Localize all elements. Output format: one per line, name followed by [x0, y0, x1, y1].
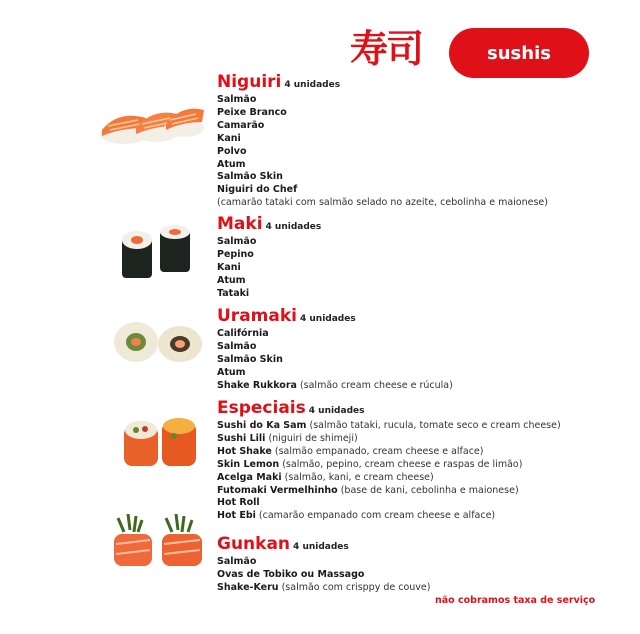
uramaki-piece	[114, 322, 158, 362]
menu-item	[217, 510, 561, 523]
menu-item	[217, 120, 548, 133]
item-name: Kani	[217, 261, 241, 273]
item-name: Futomaki Vermelhinho	[217, 484, 338, 496]
uramaki-image	[108, 314, 208, 366]
menu-item	[217, 341, 453, 354]
menu-item	[217, 485, 561, 498]
especiais-piece	[162, 418, 196, 466]
section-unit: 4 unidades	[308, 406, 365, 416]
item-name: Salmão Skin	[217, 171, 283, 183]
section-maki	[217, 215, 321, 301]
item-desc: (salmão com crisppy de couve)	[281, 581, 431, 593]
service-fee-note: não cobramos taxa de serviço	[435, 595, 596, 606]
uramaki-piece	[158, 326, 202, 362]
section-unit: 4 unidades	[284, 80, 341, 90]
menu-item	[217, 556, 430, 569]
kanji-title: 寿司	[350, 27, 423, 71]
section-title	[217, 307, 453, 328]
menu-item	[217, 275, 321, 288]
menu-item	[217, 184, 548, 197]
item-desc: (salmão cream cheese e rúcula)	[299, 379, 453, 391]
section-unit: 4 unidades	[265, 222, 322, 232]
item-name: Salmão	[217, 236, 257, 247]
menu-item	[217, 459, 561, 472]
menu-item	[217, 497, 561, 510]
item-name: Salmão Skin	[217, 353, 283, 365]
menu-item	[217, 146, 548, 159]
menu-item	[217, 107, 548, 120]
item-name: Atum	[217, 366, 246, 378]
section-name: Maki	[217, 214, 263, 234]
section-name: Especiais	[217, 398, 306, 418]
menu-item	[217, 569, 430, 582]
item-name: Califórnia	[217, 328, 269, 339]
menu-item	[217, 472, 561, 485]
item-desc: (camarão empanado com cream cheese e alface)	[258, 510, 496, 522]
section-unit: 4 unidades	[299, 314, 356, 324]
gunkan-image	[108, 510, 208, 572]
item-name: Salmão	[217, 340, 257, 352]
menu-item	[217, 380, 453, 393]
menu-item	[217, 420, 561, 433]
section-name: Niguiri	[217, 72, 282, 92]
section-title	[217, 399, 561, 420]
item-name: Acelga Maki	[217, 471, 282, 483]
item-name: Skin Lemon	[217, 458, 280, 470]
section-name: Gunkan	[217, 534, 291, 554]
menu-item	[217, 328, 453, 341]
niguiri-image	[98, 98, 208, 150]
item-name: Shake Rukkora	[217, 379, 297, 391]
menu-item	[217, 262, 321, 275]
menu-item	[217, 288, 321, 301]
menu-item	[217, 94, 548, 107]
section-name: Uramaki	[217, 306, 297, 326]
item-name: Pepino	[217, 248, 254, 260]
section-gunkan	[217, 535, 430, 595]
item-name: Sushi do Ka Sam	[217, 420, 307, 431]
item-desc: (base de kani, cebolinha e maionese)	[340, 484, 519, 496]
menu-item	[217, 249, 321, 262]
section-uramaki	[217, 307, 453, 393]
section-unit: 4 unidades	[293, 542, 349, 552]
menu-item	[217, 446, 561, 459]
maki-image	[118, 224, 198, 282]
item-desc: (salmão empanado, cream cheese e alface)	[274, 445, 484, 457]
item-name: Polvo	[217, 145, 247, 157]
section-title	[217, 215, 321, 236]
item-desc: (salmão tataki, rucula, tomate seco e cream cheese)	[309, 420, 561, 431]
item-name: Salmão	[217, 94, 257, 105]
item-name: Hot Ebi	[217, 510, 256, 522]
item-name: Sushi Lili	[217, 432, 266, 444]
item-name: Tataki	[217, 287, 250, 299]
item-name: Atum	[217, 274, 246, 286]
menu-item	[217, 236, 321, 249]
item-name: Camarão	[217, 119, 265, 131]
item-name: Kani	[217, 132, 241, 144]
menu-item	[217, 582, 430, 595]
maki-piece	[122, 231, 152, 278]
menu-item	[217, 354, 453, 367]
section-title	[217, 535, 430, 556]
item-name: Shake-Keru	[217, 581, 279, 593]
item-name: Niguiri do Chef	[217, 184, 298, 196]
gunkan-piece	[114, 514, 152, 566]
menu-item	[217, 367, 453, 380]
category-pill: sushis	[449, 28, 589, 78]
menu-item	[217, 171, 548, 184]
item-name: Hot Roll	[217, 497, 260, 509]
item-name: Atum	[217, 158, 246, 170]
menu-item	[217, 133, 548, 146]
item-desc: (niguiri de shimeji)	[268, 432, 358, 444]
menu-item	[217, 159, 548, 172]
item-name: Ovas de Tobiko ou Massago	[217, 568, 365, 580]
maki-piece	[160, 225, 190, 272]
item-desc: (salmão, kani, e cream cheese)	[284, 471, 434, 483]
item-desc: (salmão, pepino, cream cheese e raspas de limão)	[282, 458, 523, 470]
item-note: (camarão tataki com salmão selado no azeite, cebolinha e maionese)	[217, 197, 548, 209]
gunkan-piece	[162, 514, 202, 566]
menu-item	[217, 433, 561, 446]
section-title	[217, 73, 548, 94]
especiais-piece	[124, 421, 158, 466]
especiais-image	[118, 412, 203, 472]
item-name: Hot Shake	[217, 445, 272, 457]
section-niguiri	[217, 73, 548, 210]
item-name: Peixe Branco	[217, 106, 287, 118]
section-especiais	[217, 399, 561, 523]
item-name: Salmão	[217, 556, 257, 567]
